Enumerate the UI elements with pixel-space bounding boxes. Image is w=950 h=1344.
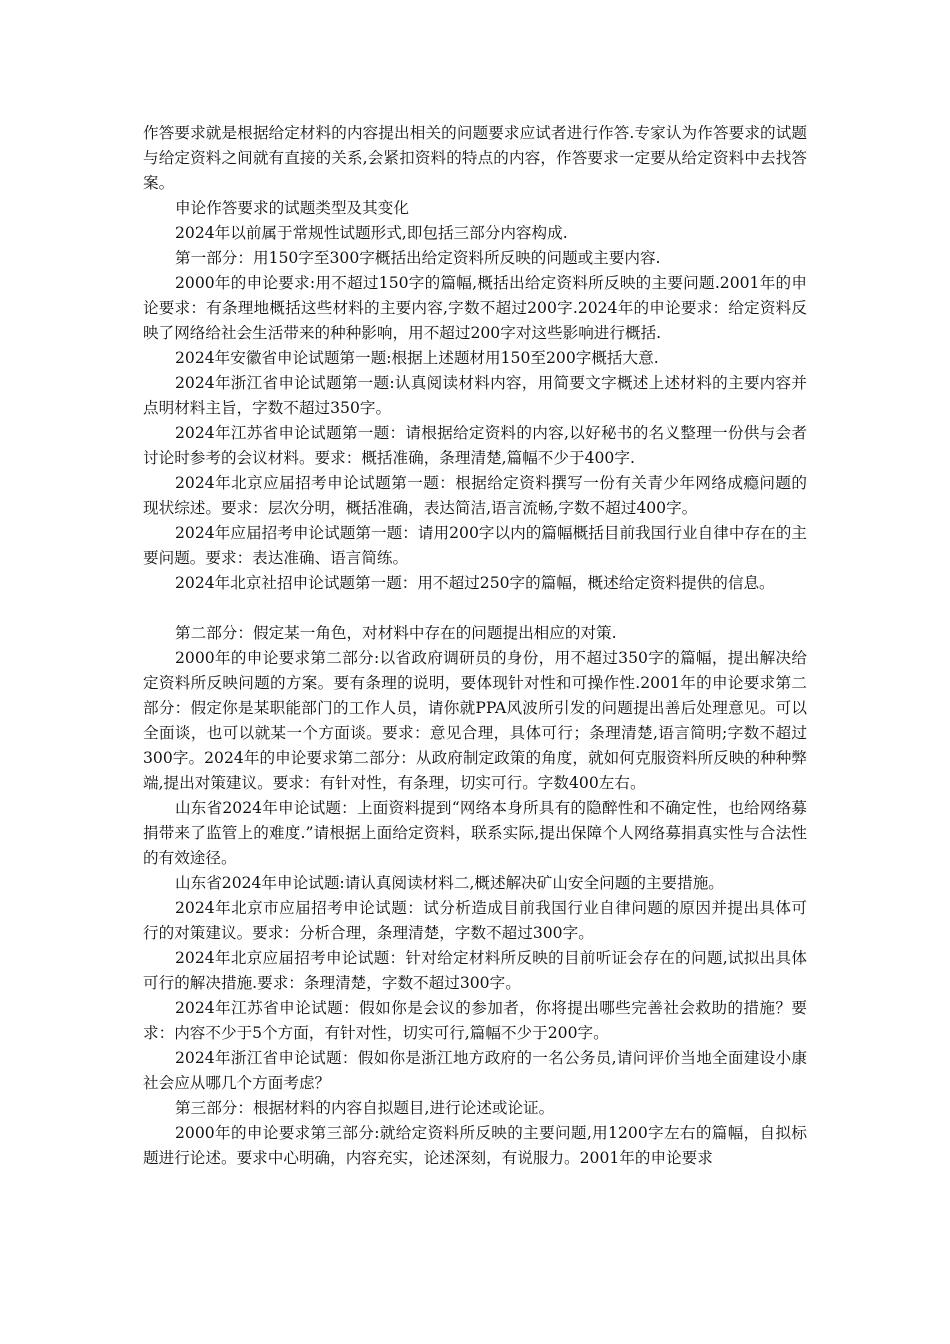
paragraph: 山东省2024年申论试题：上面资料提到“网络本身所具有的隐醉性和不确定性，也给网络募捐带来了监管上的难度.”请根据上面给定资料，联系实际,提出保障个人网络募捐真实性与合法性的有效途径。: [143, 799, 807, 867]
paragraph-intro: 作答要求就是根据给定材料的内容提出相关的问题要求应试者进行作答.专家认为作答要求的试题与给定资料之间就有直接的关系,会紧扣资料的特点的内容，作答要求一定要从给定资料中去找答案。: [143, 124, 807, 192]
paragraph: 2024年浙江省申论试题：假如你是浙江地方政府的一名公务员,请问评价当地全面建设小康社会应从哪几个方面考虑？: [143, 1049, 807, 1092]
paragraph: 2024年应届招考申论试题第一题：请用200字以内的篇幅概括目前我国行业自律中存在的主要问题。要求：表达准确、语言简练。: [143, 524, 807, 567]
paragraph: 2000年的申论要求第二部分:以省政府调研员的身份，用不超过350字的篇幅，提出解决给定资料所反映问题的方案。要有条理的说明，要体现针对性和可操作性.2001年的申论要求第二部分：假定你是某职能部门的工作人员，请你就PPA风波所引发的问题提出善后处理意见。可以全面谈，也可以就某一个方面谈。要求：意见合理，具体可行；条理清楚,语言简明;字数不超过300字。2024年的申论要求第二部分：从政府制定政策的角度，就如何克服资料所反映的种种弊端,提出对策建议。要求：有针对性，有条理，切实可行。字数400左右。: [143, 649, 807, 792]
paragraph-heading: 申论作答要求的试题类型及其变化: [175, 199, 409, 217]
section-one-heading: 第一部分：用150字至300字概括出给定资料所反映的问题或主要内容.: [175, 249, 661, 267]
paragraph: 2024年北京市应届招考申论试题：试分析造成目前我国行业自律问题的原因并提出具体可行的对策建议。要求：分析合理，条理清楚，字数不超过300字。: [143, 899, 807, 942]
paragraph: 2024年北京应届招考申论试题第一题：根据给定资料撰写一份有关青少年网络成瘾问题的现状综述。要求：层次分明，概括准确，表达简洁,语言流畅,字数不超过400字。: [143, 474, 807, 517]
paragraph: 2024年浙江省申论试题第一题:认真阅读材料内容，用简要文字概述上述材料的主要内容并点明材料主旨，字数不超过350字。: [143, 374, 807, 417]
section-three-heading: 第三部分：根据材料的内容自拟题目,进行论述或论证。: [175, 1099, 555, 1117]
paragraph: 2024年安徽省申论试题第一题:根据上述题材用150至200字概括大意.: [175, 349, 659, 367]
paragraph: 2024年江苏省申论试题第一题：请根据给定资料的内容,以好秘书的名义整理一份供与会者讨论时参考的会议材料。要求：概括准确，条理清楚,篇幅不少于400字.: [143, 424, 807, 467]
paragraph: 2000年的申论要求第三部分:就给定资料所反映的主要问题,用1200字左右的篇幅，自拟标题进行论述。要求中心明确，内容充实，论述深刻，有说服力。2001年的申论要求: [143, 1124, 807, 1167]
paragraph: 2024年北京应届招考申论试题：针对给定材料所反映的目前听证会存在的问题,试拟出具体可行的解决措施.要求：条理清楚，字数不超过300字。: [143, 949, 807, 992]
section-two-heading: 第二部分：假定某一角色，对材料中存在的问题提出相应的对策.: [175, 624, 617, 642]
paragraph: 2000年的申论要求:用不超过150字的篇幅,概括出给定资料所反映的主要问题.2001年的申论要求：有条理地概括这些材料的主要内容,字数不超过200字.2024年的申论要求：给定资料反映了网络给社会生活带来的种种影响，用不超过200字对这些影响进行概括.: [143, 274, 807, 342]
paragraph: 山东省2024年申论试题:请认真阅读材料二,概述解决矿山安全问题的主要措施。: [175, 874, 724, 892]
blank-line: [143, 596, 807, 621]
paragraph: 2024年以前属于常规性试题形式,即包括三部分内容构成.: [175, 224, 568, 242]
document-body: [143, 121, 807, 1171]
paragraph: 2024年北京社招申论试题第一题：用不超过250字的篇幅，概述给定资料提供的信息。: [175, 574, 775, 592]
paragraph: 2024年江苏省申论试题：假如你是会议的参加者，你将提出哪些完善社会救助的措施？要求：内容不少于5个方面，有针对性，切实可行,篇幅不少于200字。: [143, 999, 807, 1042]
